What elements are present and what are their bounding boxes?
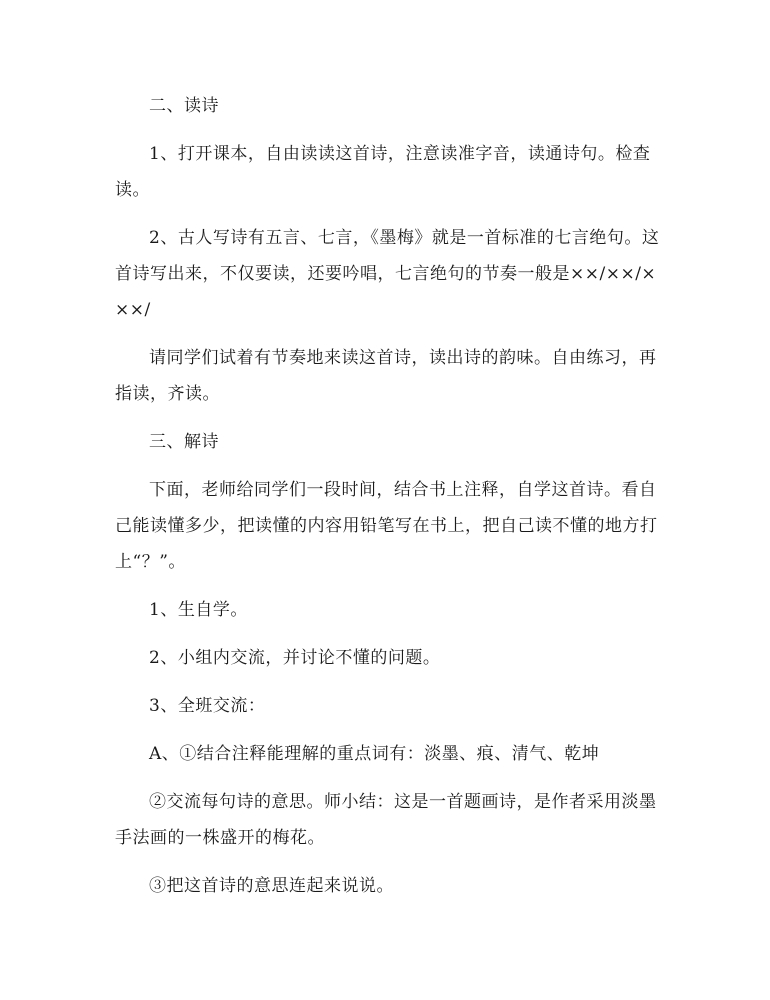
list-item: 3、全班交流： [149, 696, 266, 716]
section-heading-explain-poem: 三、解诗 [149, 432, 219, 452]
list-item: ③把这首诗的意思连起来说说。 [149, 876, 394, 896]
list-item: A、①结合注释能理解的重点词有：淡墨、痕、清气、乾坤 [149, 744, 600, 764]
list-item: ②交流每句诗的意思。师小结：这是一首题画诗，是作者采用淡墨手法画的一株盛开的梅花。 [115, 792, 657, 848]
list-item: 2、小组内交流，并讨论不懂的问题。 [149, 648, 441, 668]
document-body [115, 88, 660, 916]
paragraph: 下面，老师给同学们一段时间，结合书上注释，自学这首诗。看自己能读懂多少，把读懂的内容用铅笔写在书上，把自己读不懂的地方打上“？”。 [115, 480, 658, 572]
paragraph: 请同学们试着有节奏地来读这首诗，读出诗的韵味。自由练习，再指读，齐读。 [115, 348, 657, 404]
paragraph: 1、打开课本，自由读读这首诗，注意读准字音，读通诗句。检查读。 [115, 144, 651, 200]
section-heading-read-poem: 二、读诗 [149, 96, 219, 116]
list-item: 1、生自学。 [149, 600, 248, 620]
paragraph: 2、古人写诗有五言、七言，《墨梅》就是一首标准的七言绝句。这首诗写出来，不仅要读，还要吟唱，七言绝句的节奏一般是××/××/×××/ [115, 228, 660, 320]
